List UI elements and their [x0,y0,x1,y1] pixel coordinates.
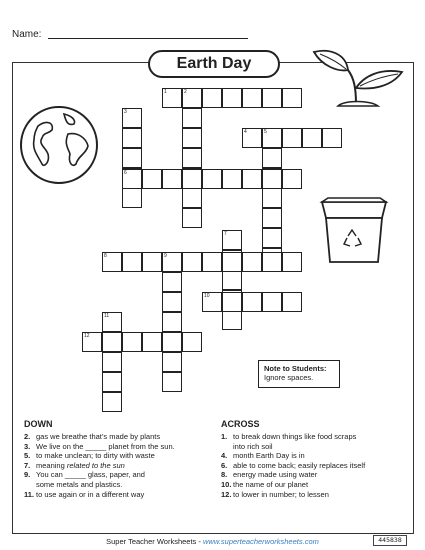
clue-item-number: 10. [221,480,232,489]
crossword-cell[interactable] [282,292,302,312]
crossword-cell[interactable] [202,169,222,189]
clue-item-text: some metals and plastics. [36,480,123,489]
clue-item-number: 11. [24,489,35,499]
clue-number: 12 [84,333,90,339]
clue-item-text: We live on the _____ planet from the sun. [36,441,175,451]
crossword-cell[interactable] [222,169,242,189]
crossword-cell[interactable] [162,292,182,312]
crossword-cell[interactable] [162,372,182,392]
clue-item [221,432,356,442]
crossword-cell[interactable] [122,108,142,128]
clue-item-number: 5. [24,451,31,461]
clue-item-number: 1. [221,432,228,441]
footer [0,537,425,546]
clue-number: 1 [164,89,167,95]
crossword-cell[interactable] [162,352,182,372]
crossword-cell[interactable] [262,208,282,228]
clue-item [24,432,160,442]
crossword-cell[interactable] [202,252,222,272]
clue-item-text: gas we breathe that’s made by plants [36,432,161,441]
crossword-cell[interactable] [282,252,302,272]
crossword-cell[interactable] [122,332,142,352]
clue-number: 8 [104,253,107,259]
clue-item [24,451,155,461]
clue-number: 10 [204,293,210,299]
clue-number: 7 [224,231,227,237]
crossword-cell[interactable] [262,292,282,312]
crossword-cell[interactable] [142,332,162,352]
crossword-cell[interactable] [222,252,242,272]
clue-number: 3 [124,109,127,115]
clue-item [221,451,305,461]
clue-item-text: to make unclean; to dirty with waste [36,451,155,461]
clue-item-text: month Earth Day is in [233,451,305,461]
crossword-cell[interactable] [122,169,142,189]
crossword-cell[interactable] [222,310,242,330]
note-title: Note to Students: [264,364,327,373]
page-title: Earth Day [148,50,280,78]
crossword-cell[interactable] [262,188,282,208]
clue-item-text: into rich soil [233,441,273,451]
crossword-cell[interactable] [222,230,242,250]
clue-number: 6 [124,170,127,176]
clue-item-number: 9. [24,470,31,480]
name-label: Name: [12,29,42,40]
crossword-cell[interactable] [102,352,122,372]
crossword-cell[interactable] [242,292,262,312]
crossword-cell[interactable] [242,252,262,272]
clue-number: 4 [244,129,247,135]
crossword-cell[interactable] [142,169,162,189]
crossword-cell[interactable] [182,188,202,208]
crossword-cell[interactable] [162,169,182,189]
crossword-cell[interactable] [142,252,162,272]
clue-emphasis: related to the sun [66,460,125,470]
clue-item-number: 8. [221,470,228,480]
crossword-cell[interactable] [282,88,302,108]
crossword-cell[interactable] [222,270,242,290]
clue-number: 11 [104,313,110,319]
crossword-cell[interactable] [242,169,262,189]
crossword-cell[interactable] [282,128,302,148]
crossword-cell[interactable] [182,208,202,228]
crossword-cell[interactable] [182,128,202,148]
crossword-cell[interactable] [122,128,142,148]
crossword-cell[interactable] [242,88,262,108]
crossword-cell[interactable] [122,252,142,272]
clue-item-text: the name of our planet [233,480,309,489]
clue-item-number: 4. [221,451,228,461]
note-to-students [258,360,340,388]
crossword-cell[interactable] [262,252,282,272]
clue-item-text: meaning related to the sun [36,460,125,470]
clue-item [24,442,175,452]
footer-url[interactable]: www.superteacherworksheets.com [202,537,319,546]
clue-number: 9 [164,253,167,259]
crossword-cell[interactable] [162,88,182,108]
crossword-cell[interactable] [322,128,342,148]
clue-number: 2 [184,89,187,95]
crossword-cell[interactable] [302,128,322,148]
crossword-cell[interactable] [182,332,202,352]
crossword-cell[interactable] [102,392,122,412]
crossword-cell[interactable] [162,312,182,332]
crossword-cell[interactable] [182,88,202,108]
crossword-cell[interactable] [162,252,182,272]
crossword-cell[interactable] [102,372,122,392]
crossword-cell[interactable] [262,228,282,248]
crossword-cell[interactable] [182,252,202,272]
crossword-cell[interactable] [282,169,302,189]
note-text: Ignore spaces. [264,373,314,382]
clue-item [24,490,144,500]
clue-item [24,470,145,480]
clue-item-text: to use again or in a different way [36,489,145,499]
crossword-cell[interactable] [202,292,222,312]
crossword-cell[interactable] [262,128,282,148]
clue-item-text: to break down things like food scraps [233,432,357,441]
crossword-cell[interactable] [162,332,182,352]
crossword-cell[interactable] [102,332,122,352]
worksheet-code: 445838 [373,535,407,546]
crossword-cell[interactable] [222,88,242,108]
clue-item [221,461,365,471]
crossword-cell[interactable] [182,108,202,128]
crossword-cell[interactable] [182,169,202,189]
clue-item-text: energy made using water [233,470,318,480]
crossword-cell[interactable] [122,148,142,168]
clue-item [221,480,308,490]
crossword-cell[interactable] [182,148,202,168]
crossword-cell[interactable] [82,332,102,352]
clue-number: 5 [264,129,267,135]
clue-item [221,490,329,500]
down-heading: DOWN [24,419,53,429]
crossword-cell[interactable] [102,252,122,272]
crossword-cell[interactable] [202,88,222,108]
clue-item-text: You can _____ glass, paper, and [36,470,145,480]
crossword-cell[interactable] [262,88,282,108]
clue-item [221,442,273,452]
clue-item-text: to lower in number; to lessen [233,489,329,499]
footer-separator: - [196,537,203,546]
clue-item [24,480,122,490]
across-heading: ACROSS [221,419,260,429]
crossword-cell[interactable] [242,128,262,148]
clue-item-text: able to come back; easily replaces itself [233,460,366,470]
clue-item-number: 6. [221,460,228,470]
clue-item-number: 12. [221,489,232,499]
clue-item-number: 7. [24,460,31,470]
crossword-cell[interactable] [262,148,282,168]
crossword-cell[interactable] [122,188,142,208]
clue-item-number: 3. [24,441,31,451]
crossword-cell[interactable] [262,169,282,189]
crossword-cell[interactable] [102,312,122,332]
crossword-cell[interactable] [162,272,182,292]
clue-item [24,461,125,471]
clue-item [221,470,317,480]
footer-brand: Super Teacher Worksheets [106,537,197,546]
crossword-cell[interactable] [222,292,242,312]
clue-item-number: 2. [24,432,31,441]
